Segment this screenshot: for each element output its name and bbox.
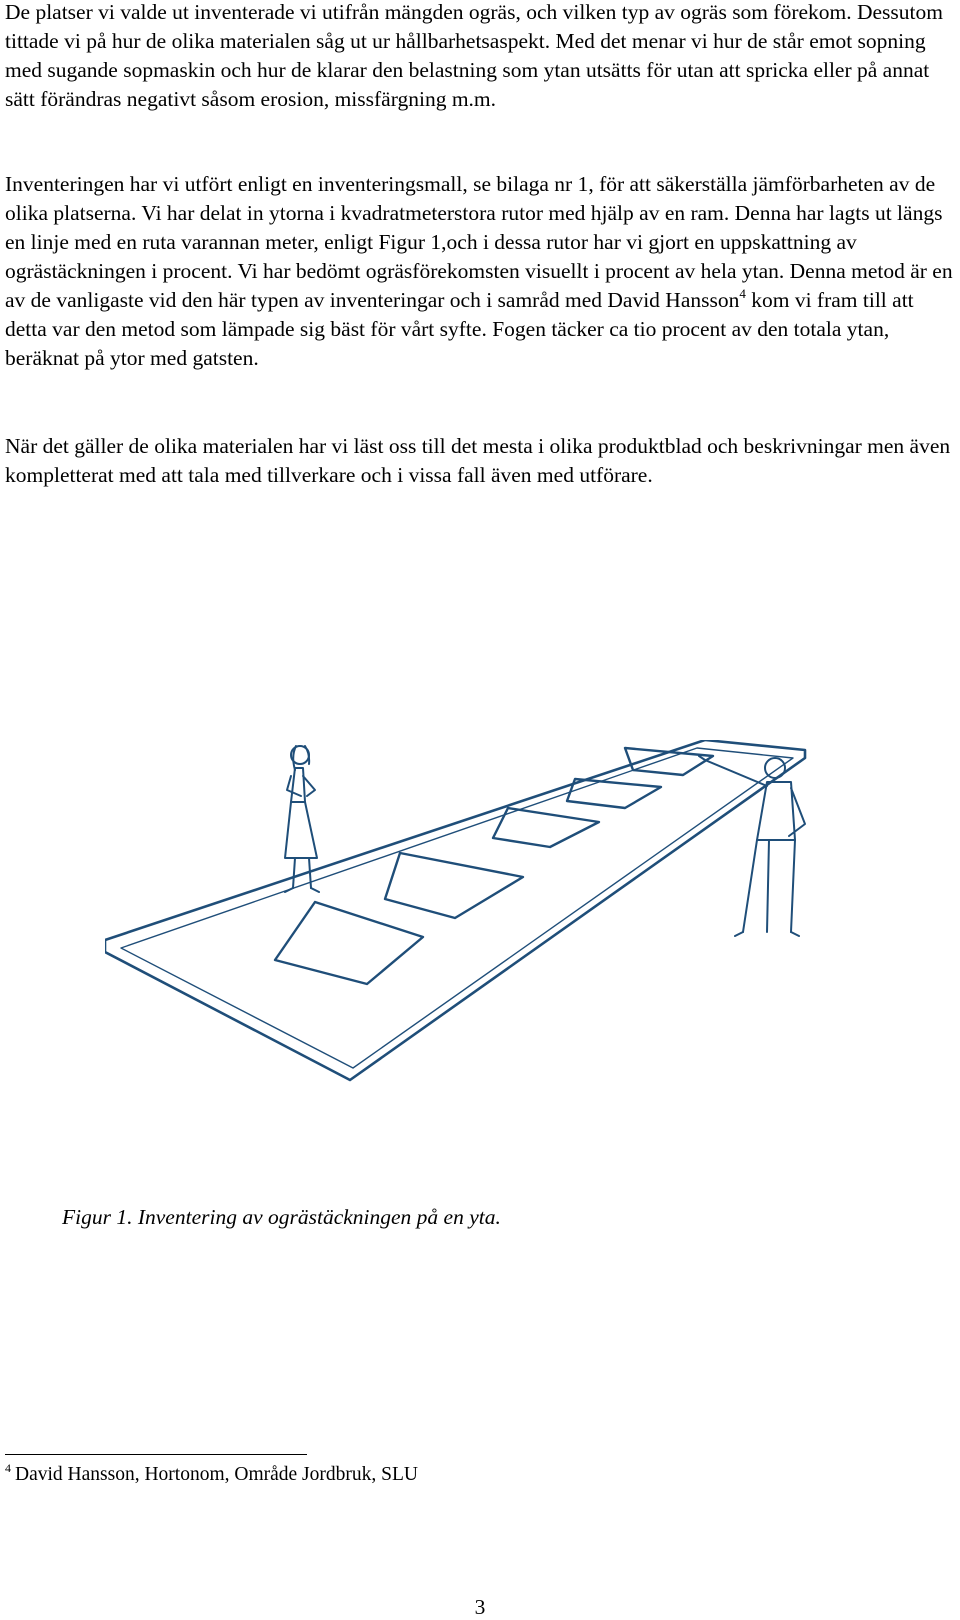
- paragraph-inventory-method-text-2: kom vi fram till att detta var den metod som lämpade sig bäst för vårt syfte. Fogen täcker ca tio procent av den totala ytan, beräknat på ytor med gatsten.: [5, 288, 914, 370]
- footnote-separator: [5, 1454, 307, 1455]
- footnote-number: 4: [5, 1461, 11, 1475]
- paragraph-materials-sources: När det gäller de olika materialen har vi läst oss till det mesta i olika produktblad och beskrivningar men även kompletterat med att tala med tillverkare och i vissa fall även med utförare.: [5, 434, 951, 487]
- paragraph-site-selection: De platser vi valde ut inventerade vi utifrån mängden ogräs, och vilken typ av ogräs som förekom. Dessutom tittade vi på hur de olika materialen såg ut ur hållbarhetsaspekt. Med det menar vi hur de står emot sopning med sugande sopmaskin och hur de klarar den belastning som ytan utsätts för utan att spricka eller på annat sätt förändras negativt såsom erosion, missfärgning m.m.: [5, 0, 943, 111]
- quadrat-frame-1: [275, 902, 423, 984]
- page-number: 3: [474, 1595, 486, 1619]
- quadrat-frame-2: [385, 853, 523, 918]
- man-figure: [699, 756, 805, 936]
- strip-inner-line: [121, 748, 793, 1068]
- sketch-illustration-icon: [105, 740, 845, 1100]
- footnote: [5, 1462, 418, 1488]
- strip-outline: [105, 740, 805, 1080]
- footnote-text: David Hansson, Hortonom, Område Jordbruk, SLU: [15, 1464, 418, 1485]
- figure-caption: Figur 1. Inventering av ogrästäckningen på en yta.: [62, 1205, 501, 1229]
- footnote-reference[interactable]: 4: [739, 286, 746, 301]
- paragraph-inventory-method-text-1: Inventeringen har vi utfört enligt en inventeringsmall, se bilaga nr 1, för att säkerställa jämförbarheten av de olika platserna. Vi har delat in ytorna i kvadratmeterstora rutor med hjälp av en ram. Denna har lagts ut längs en linje med en ruta varannan meter, enligt Figur 1,och i dessa rutor har vi gjort en uppskattning av ogrästäckningen i procent. Vi har bedömt ogräsförekomsten visuellt i procent av hela ytan. Denna metod är en av de vanligaste vid den här typen av inventeringar och i samråd med David Hansson: [5, 172, 953, 312]
- sketch-strokes: [105, 740, 805, 1080]
- paragraph-inventory-method: [5, 170, 955, 373]
- figure-inventory-sketch: [105, 740, 845, 1100]
- quadrat-frame-4: [567, 779, 661, 808]
